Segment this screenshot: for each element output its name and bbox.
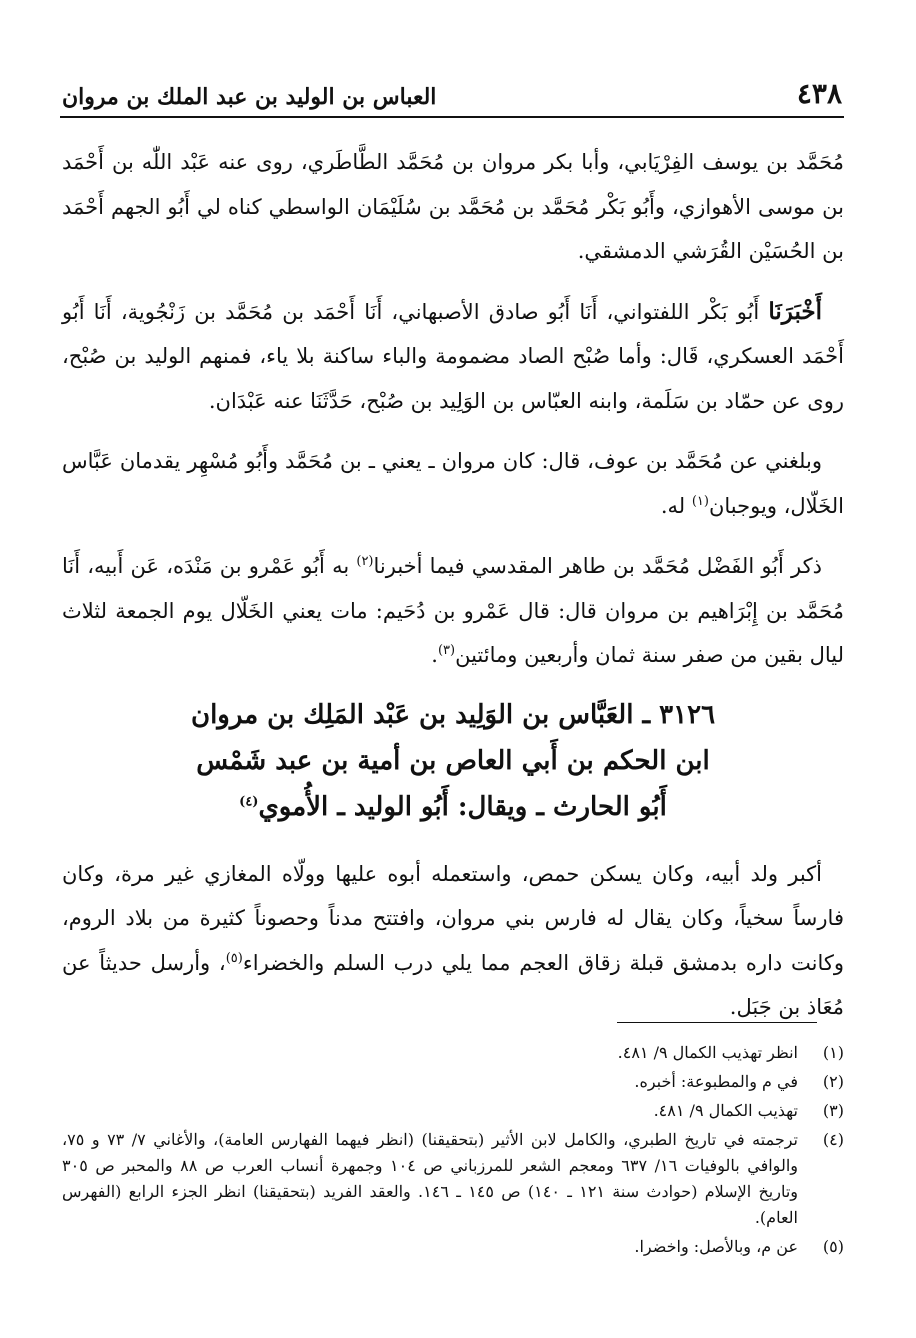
- paragraph-1: مُحَمَّد بن يوسف الفِرْيَابي، وأبا بكر مروان بن مُحَمَّد الطَّاطَري، روى عنه عَبْد اللّٰه بن أَحْمَد بن موسى الأهوازي، وأَبُو بَكْر مُحَمَّد بن مُحَمَّد بن سُلَيْمَان الواسطي كناه لي أَبُو الجهم أَحْمَد بن الحُسَيْن القُرَشي الدمشقي.: [62, 150, 844, 263]
- footnote-number: (٥): [822, 1237, 844, 1256]
- footnote-ref-5[interactable]: (٥): [225, 950, 243, 966]
- footnote-5: [62, 1234, 844, 1260]
- paragraph-4-text-b: به أَبُو عَمْرو بن مَنْدَه، عَن أَبيه، أَنَا مُحَمَّد بن إِبْرَاهيم بن مروان قال: قال عَمْرو بن دُحَيم: مات يعني الخَلّال يوم الجمعة لثلاث ليال بقين من صفر سنة ثمان وأربعين ومائتين: [62, 554, 844, 667]
- footnote-ref-4[interactable]: (٤): [239, 793, 259, 809]
- footnote-text: عن م، وبالأصل: واخضرا.: [634, 1237, 798, 1256]
- footnote-number: (١): [822, 1043, 844, 1062]
- footnote-number: (٢): [822, 1072, 844, 1091]
- paragraph-4: [62, 544, 844, 678]
- running-title: العباس بن الوليد بن عبد الملك بن مروان: [62, 84, 437, 110]
- footnote-text: تهذيب الكمال ٩/ ٤٨١.: [653, 1101, 798, 1120]
- main-text: [62, 140, 844, 1030]
- entry-paragraph-text-a: أكبر ولد أبيه، وكان يسكن حمص، واستعمله أبوه عليها وولّاه المغازي غير مرة، وكان فارساً سخياً، وكان يقال له فارس بني مروان، وافتتح مدناً وحصوناً كثيرة من بلاد الروم، وكانت داره بدمشق قبلة زقاق العجم مما يلي درب السلم والخضراء: [62, 861, 844, 975]
- paragraph-2-text: أَبُو بَكْر اللفتواني، أَنَا أَبُو صادق الأصبهاني، أَنَا أَحْمَد بن مُحَمَّد بن زَنْجُوية، أَنَا أَبُو أَحْمَد العسكري، قَال: وأما صُبْح الصاد مضمومة والباء ساكنة بلا ياء، فمنهم الوليد بن صُبْح، روى عن حمّاد بن سَلَمة، وابنه العبّاس بن الوَلِيد بن صُبْح، حَدَّثَنَا عنه عَبْدَان.: [62, 299, 844, 413]
- entry-heading: [62, 692, 844, 830]
- entry-paragraph-text-b: ، وأرسل حديثاً عن مُعَاذ بن جَبَل.: [62, 950, 844, 1019]
- paragraph-4-text-c: .: [431, 643, 438, 667]
- footnote-1: [62, 1040, 844, 1066]
- paragraph-3-text-a: وبلغني عن مُحَمَّد بن عوف، قال: كان مروان ـ يعني ـ بن مُحَمَّد وأَبُو مُسْهِر يقدمان عَبَّاس الخَلّال، ويوجبان: [62, 449, 844, 518]
- footnote-text: في م والمطبوعة: أخبره.: [634, 1072, 798, 1091]
- page-number: ٤٣٨: [796, 77, 842, 110]
- footnote-rule: [617, 1022, 817, 1023]
- footnotes: [62, 1040, 844, 1263]
- paragraph-2-lead: أَخْبَرَنَا: [768, 297, 822, 325]
- paragraph-3-text-b: له.: [660, 493, 692, 518]
- entry-heading-line-3: [62, 784, 844, 830]
- entry-heading-line-3-text: أَبُو الحارث ـ ويقال: أَبُو الوليد ـ الأُموي: [258, 791, 667, 822]
- footnote-number: (٤): [822, 1130, 844, 1149]
- footnote-ref-1[interactable]: (١): [691, 493, 709, 509]
- footnote-2: [62, 1069, 844, 1095]
- footnote-3: [62, 1098, 844, 1124]
- entry-heading-line-2: ابن الحكم بن أَبي العاص بن أمية بن عبد شَمْس: [196, 745, 710, 776]
- paragraph-3: [62, 439, 844, 528]
- footnote-text: انظر تهذيب الكمال ٩/ ٤٨١.: [617, 1043, 798, 1062]
- footnote-ref-3[interactable]: (٣): [437, 643, 456, 658]
- footnote-ref-2[interactable]: (٢): [356, 554, 374, 569]
- footnote-4: [62, 1127, 844, 1231]
- entry-paragraph: [62, 852, 844, 1030]
- header-rule: [60, 116, 844, 118]
- footnote-number: (٣): [822, 1101, 844, 1120]
- paragraph-2: [62, 290, 844, 424]
- paragraph-4-text-a: ذكر أَبُو الفَضْل مُحَمَّد بن طاهر المقدسي فيما أخبرنا: [373, 554, 822, 578]
- footnote-text: ترجمته في تاريخ الطبري، والكامل لابن الأثير (بتحقيقنا) (انظر فيهما الفهارس العامة)، والأغاني ٧/ ٧٣ و ٧٥، والوافي بالوفيات ١٦/ ٦٣٧ ومعجم الشعر للمرزباني ص ١٠٤ وجمهرة أنساب العرب ص ٨٨ والمحبر ص ٣٠٥ وتاريخ الإسلام (حوادث سنة ١٢١ ـ ١٤٠) ص ١٤٥ ـ ١٤٦. والعقد الفريد (بتحقيقنا) انظر الجزء الرابع (الفهرس العام).: [62, 1130, 799, 1227]
- page-header: [62, 70, 842, 110]
- entry-heading-line-1: ٣١٢٦ ـ العَبَّاس بن الوَلِيد بن عَبْد المَلِك بن مروان: [190, 699, 716, 730]
